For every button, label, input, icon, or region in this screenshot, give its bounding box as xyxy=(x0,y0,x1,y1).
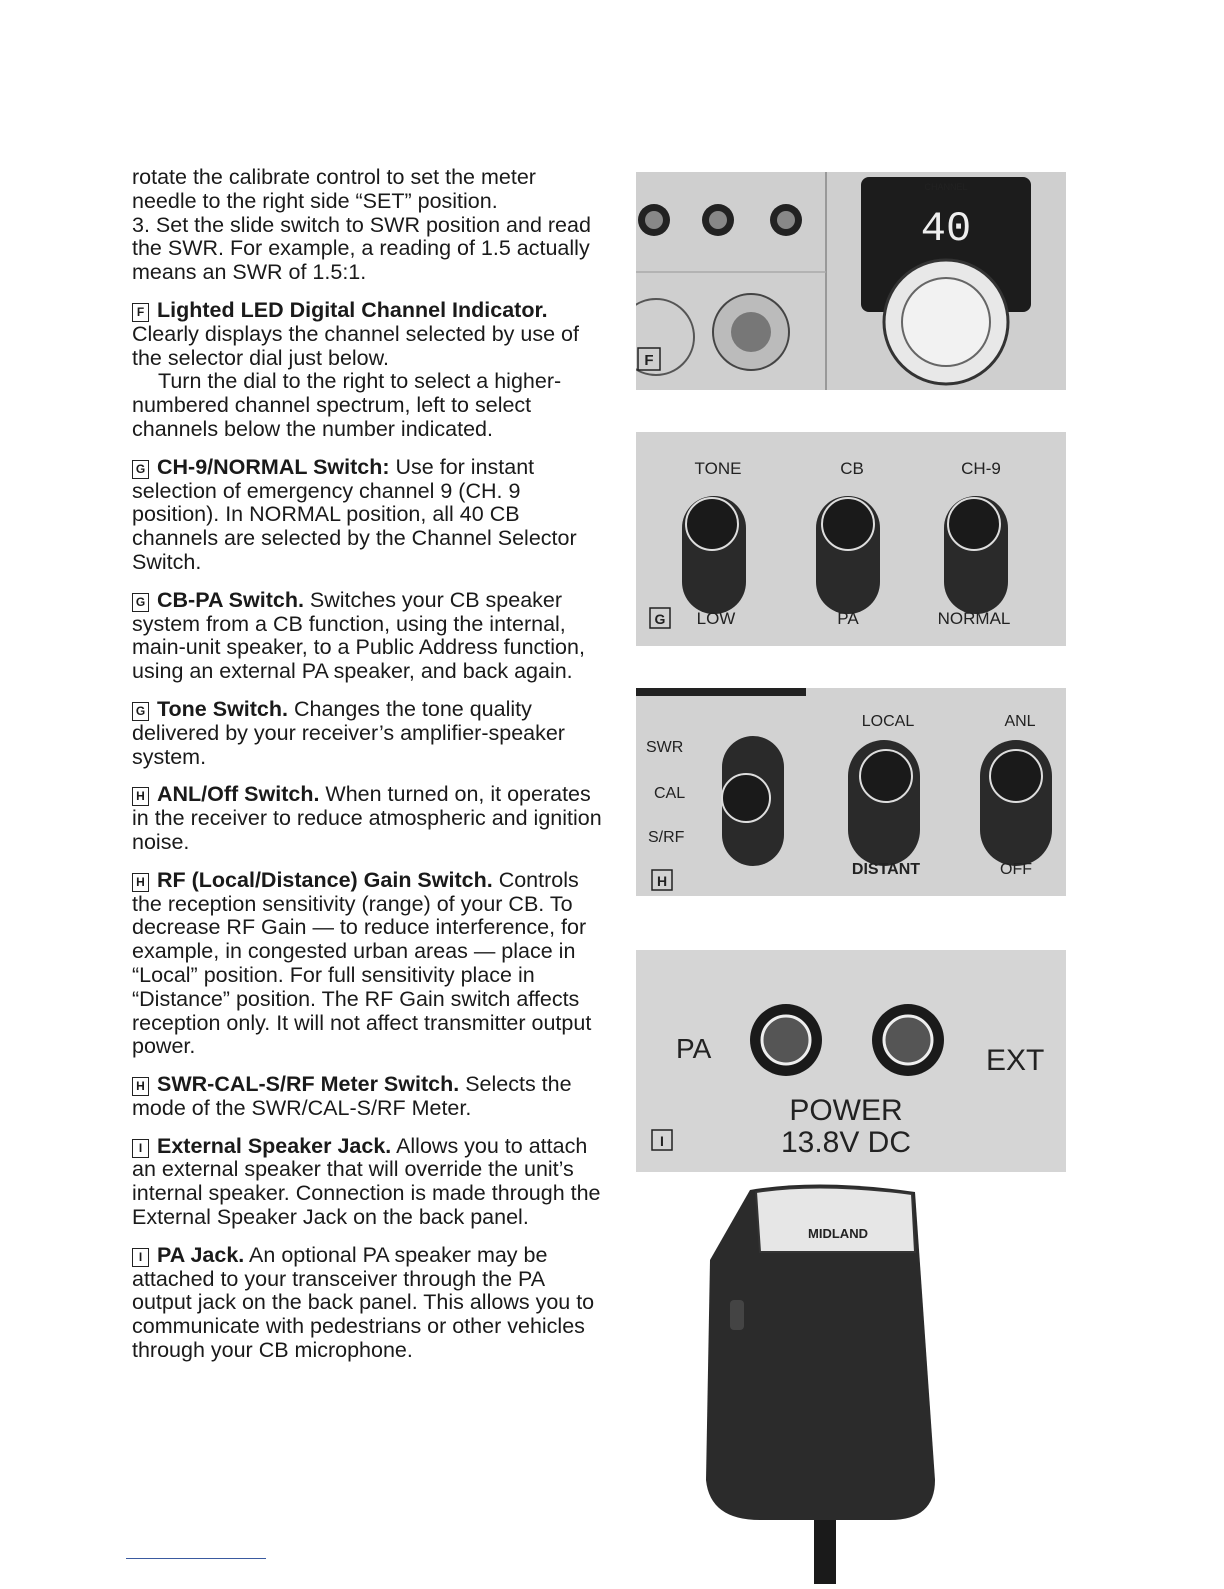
label-box: I xyxy=(132,1248,149,1267)
cal-label: CAL xyxy=(654,785,686,802)
section-body: Use for instant selection of emergency channel 9 (CH. 9 position). In NORMAL position, all 40 CB channels are selected by the Channel Selector Switch. xyxy=(132,454,577,574)
local-label: LOCAL xyxy=(861,713,915,730)
label-box: G xyxy=(132,593,149,612)
section-channel-indicator xyxy=(132,299,602,370)
section-title: PA Jack. xyxy=(157,1242,245,1267)
microphone-illustration xyxy=(690,1180,950,1584)
section-body: When turned on, it operates in the receiver to reduce atmospheric and ignition noise. xyxy=(132,782,602,854)
section-title: External Speaker Jack. xyxy=(157,1133,392,1158)
low-label: LOW xyxy=(696,609,736,628)
distant-label: DISTANT xyxy=(851,861,921,878)
label-box: H xyxy=(132,787,149,806)
underline-mark xyxy=(126,1558,266,1559)
pa-label: PA xyxy=(837,609,859,628)
label-box: G xyxy=(132,460,149,479)
intro-paragraph-2: 3. Set the slide switch to SWR position and read the SWR. For example, a reading of 1.5 actually means an SWR of 1.5:1. xyxy=(132,212,591,285)
voltage-label: 13.8V DC xyxy=(780,1126,912,1159)
section-body: Controls the reception sensitivity (range) of your CB. To decrease RF Gain — to reduce interference, for example, in congested urban areas — place in “Local” position. For full sensitivity place in “Distance” position. The RF Gain switch affects reception only. It will not affect transmitter output power. xyxy=(132,867,592,1059)
figure-channel-display xyxy=(636,172,1066,390)
label-box: H xyxy=(132,1077,149,1096)
figure-tag: F xyxy=(644,352,654,369)
pa-jack-label: PA xyxy=(676,1033,712,1064)
ext-jack-label: EXT xyxy=(986,1044,1045,1077)
off-label: OFF xyxy=(1000,861,1032,878)
section-title: ANL/Off Switch. xyxy=(157,782,320,807)
anl-label: ANL xyxy=(1004,713,1036,730)
figure-tag: G xyxy=(654,611,666,627)
tone-label: TONE xyxy=(694,459,742,478)
srf-label: S/RF xyxy=(648,829,685,846)
channel-panel-illustration xyxy=(636,172,1066,390)
switch-panel-h-illustration xyxy=(636,688,1066,896)
cb-label: CB xyxy=(840,459,864,478)
section-body: Switches your CB speaker system from a CB function, using the internal, main-unit speaker, to a Public Address function, using an external PA speaker, and back again. xyxy=(132,587,585,684)
ch9-label: CH-9 xyxy=(961,459,1001,478)
figure-jacks xyxy=(636,950,1066,1172)
label-box: F xyxy=(132,303,149,322)
figure-switches-h xyxy=(636,688,1066,896)
label-box: I xyxy=(132,1139,149,1158)
section-body: Allows you to attach an external speaker that will override the unit’s internal speaker. Connection is made through the External Speaker Jack on the back panel. xyxy=(132,1133,601,1230)
section-body: Clearly displays the channel selected by use of the selector dial just below. xyxy=(132,321,579,370)
section-title: CB-PA Switch. xyxy=(157,587,304,612)
section-title: Tone Switch. xyxy=(157,696,288,721)
normal-label: NORMAL xyxy=(937,609,1011,628)
figure-microphone xyxy=(690,1180,950,1584)
section-title: Lighted LED Digital Channel Indicator. xyxy=(157,297,548,322)
section-ch9-switch xyxy=(132,456,602,575)
section-rf-gain-switch xyxy=(132,869,602,1059)
figure-tag: H xyxy=(656,873,668,889)
section-body-continued: Turn the dial to the right to select a higher-numbered channel spectrum, left to select channels below the number indicated. xyxy=(132,369,562,441)
section-body: Selects the mode of the SWR/CAL-S/RF Meter. xyxy=(132,1072,572,1120)
switch-panel-g-illustration xyxy=(636,432,1066,646)
jacks-panel-illustration xyxy=(636,950,1066,1172)
section-title: RF (Local/Distance) Gain Switch. xyxy=(157,867,493,892)
label-box: H xyxy=(132,873,149,892)
section-meter-switch xyxy=(132,1073,602,1121)
brand-logo: MIDLAND xyxy=(808,1226,868,1241)
section-anl-switch xyxy=(132,783,602,854)
channel-label: CHANNEL xyxy=(924,182,968,192)
section-body: An optional PA speaker may be attached to your transceiver through the PA output jack on the back panel. This allows you to communicate with pedestrians or other vehicles through your CB microphone. xyxy=(132,1242,595,1363)
figure-switches-g xyxy=(636,432,1066,646)
section-tone-switch xyxy=(132,698,602,769)
section-pa-jack xyxy=(132,1244,602,1363)
text-column xyxy=(132,166,602,1377)
power-label: POWER xyxy=(789,1094,903,1127)
channel-readout: 40 xyxy=(920,205,972,253)
section-ext-speaker-jack xyxy=(132,1135,602,1230)
section-title: SWR-CAL-S/RF Meter Switch. xyxy=(157,1072,460,1097)
label-box: G xyxy=(132,702,149,721)
section-cbpa-switch xyxy=(132,589,602,684)
figure-tag: I xyxy=(660,1133,664,1149)
section-title: CH-9/NORMAL Switch: xyxy=(157,454,390,479)
swr-label: SWR xyxy=(646,739,684,756)
section-body: Changes the tone quality delivered by your receiver’s amplifier-speaker system. xyxy=(132,696,565,769)
intro-paragraph-1: rotate the calibrate control to set the meter needle to the right side “SET” position. xyxy=(132,165,536,213)
